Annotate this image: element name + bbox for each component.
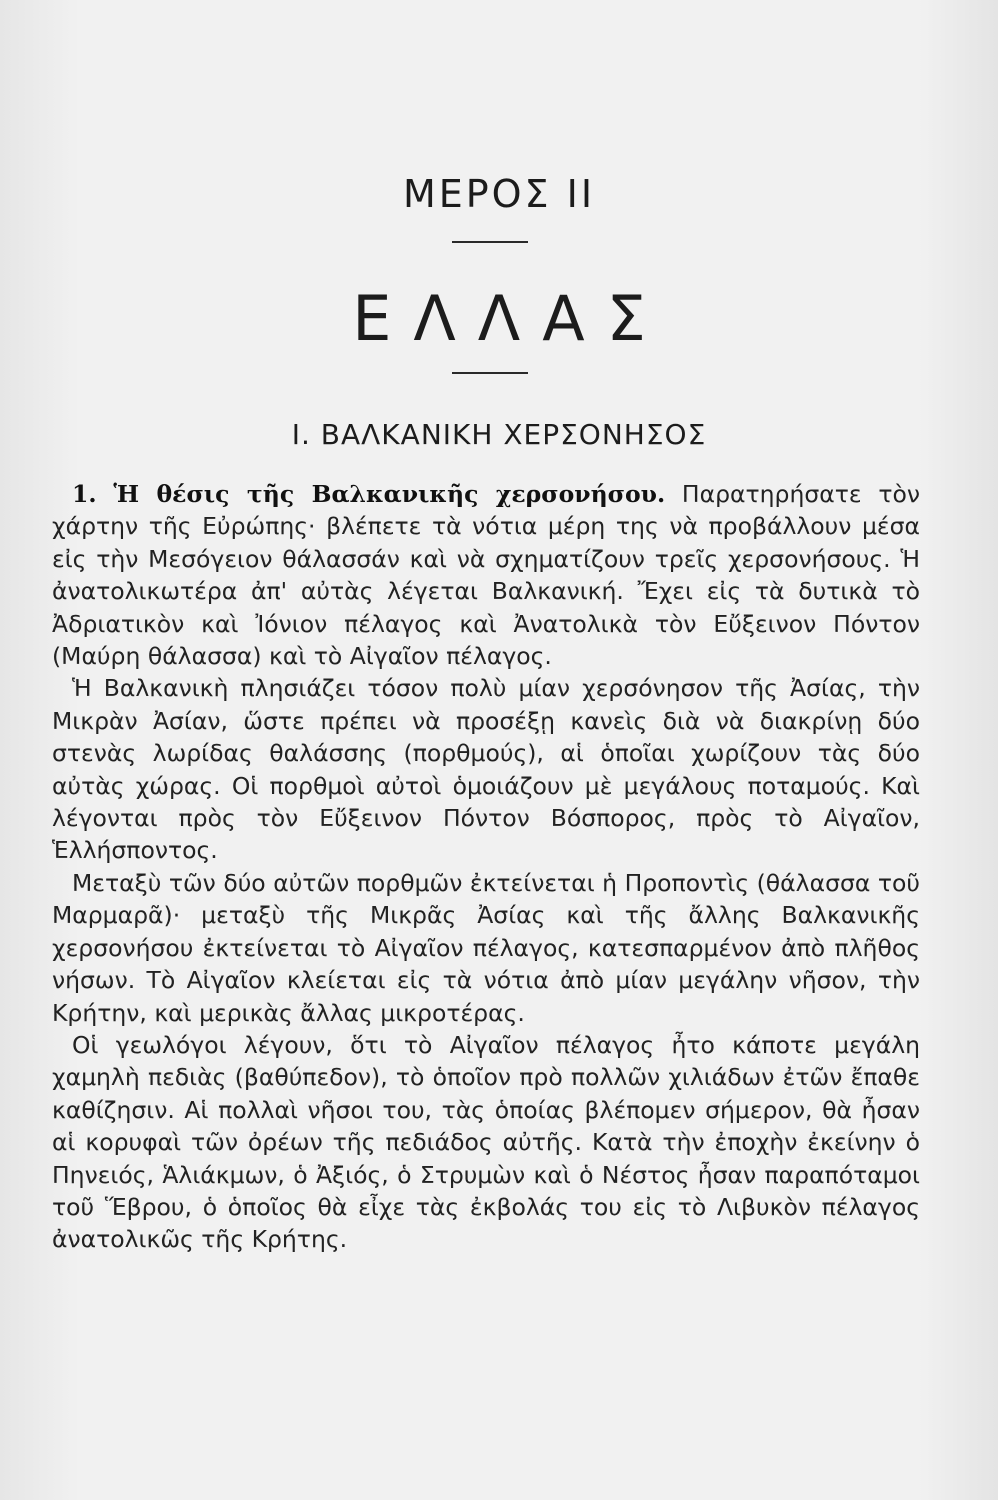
paragraph-1-text: Παρατηρήσατε τὸν χάρτην τῆς Εὐρώπης· βλέπετε τὰ νότια μέρη της νὰ προβάλλουν μέσα εἰς τὴν Μεσόγειον θάλασσάν καὶ νὰ σχηματίζουν τρεῖς χερσονήσους. Ἡ ἀνατολικωτέρα ἀπ' αὐτὰς λέγεται Βαλκανική. Ἔχει εἰς τὰ δυτικὰ τὸ Ἀδριατικὸν καὶ Ἰόνιον πέλαγος καὶ Ἀνατολικὰ τὸν Εὔξεινον Πόντον (Μαύρη θάλασσα) καὶ τὸ Αἰγαῖον πέλαγος. xyxy=(52,480,920,671)
part-heading: ΜΕΡΟΣ ΙΙ xyxy=(402,172,596,216)
paragraph-3: Μεταξὺ τῶν δύο αὐτῶν πορθμῶν ἐκτείνεται ἡ Προποντὶς (θάλασσα τοῦ Μαρμαρᾶ)· μεταξὺ τῆς Μικρᾶς Ἀσίας καὶ τῆς ἄλλης Βαλκανικῆς χερσονήσου ἐκτείνεται τὸ Αἰγαῖον πέλαγος, κατεσπαρμένον ἀπὸ πλῆθος νήσων. Τὸ Αἰγαῖον κλείεται εἰς τὰ νότια ἀπὸ μίαν μεγάλην νῆσον, τὴν Κρήτην, καὶ μερικὰς ἄλλας μικροτέρας. xyxy=(52,868,920,1027)
body-text xyxy=(52,478,920,1256)
section-title: Ἡ θέσις τῆς Βαλκανικῆς χερσονήσου. xyxy=(113,480,666,508)
divider-rule-bottom xyxy=(452,372,528,374)
paragraph-2: Ἡ Βαλκανικὴ πλησιάζει τόσον πολὺ μίαν χερσόνησον τῆς Ἀσίας, τὴν Μικρὰν Ἀσίαν, ὥστε πρέπει νὰ προσέξῃ κανεὶς διὰ νὰ διακρίνῃ δύο στενὰς λωρίδας θαλάσσης (πορθμούς), αἱ ὁποῖαι χωρίζουν τὰς δύο αὐτὰς χώρας. Οἱ πορθμοὶ αὐτοὶ ὁμοιάζουν μὲ μεγάλους ποταμούς. Καὶ λέγονται πρὸς τὸν Εὔξεινον Πόντον Βόσπορος, πρὸς τὸ Αἰγαῖον, Ἑλλήσποντος. xyxy=(52,674,920,865)
chapter-heading: Ι. ΒΑΛΚΑΝΙΚΗ ΧΕΡΣΟΝΗΣΟΣ xyxy=(291,418,707,451)
paragraph-4: Οἱ γεωλόγοι λέγουν, ὅτι τὸ Αἰγαῖον πέλαγος ἦτο κάποτε μεγάλη χαμηλὴ πεδιὰς (βαθύπεδον), τὸ ὁποῖον πρὸ πολλῶν χιλιάδων ἐτῶν ἔπαθε καθίζησιν. Αἱ πολλαὶ νῆσοι του, τὰς ὁποίας βλέπομεν σήμερον, θὰ ἦσαν αἱ κορυφαὶ τῶν ὀρέων τῆς πεδιάδος αὐτῆς. Κατὰ τὴν ἐποχὴν ἐκείνην ὁ Πηνειός, Ἁλιάκμων, ὁ Ἀξιός, ὁ Στρυμὼν καὶ ὁ Νέστος ἦσαν παραπόταμοι τοῦ Ἕβρου, ὁ ὁποῖος θὰ εἶχε τὰς ἐκβολάς του εἰς τὸ Λιβυκὸν πέλαγος ἀνατολικῶς τῆς Κρήτης. xyxy=(52,1030,920,1254)
paragraph-1 xyxy=(52,478,920,672)
section-number: 1. xyxy=(72,480,97,508)
divider-rule-top xyxy=(452,241,528,243)
main-title: ΕΛΛΑΣ xyxy=(352,282,668,355)
